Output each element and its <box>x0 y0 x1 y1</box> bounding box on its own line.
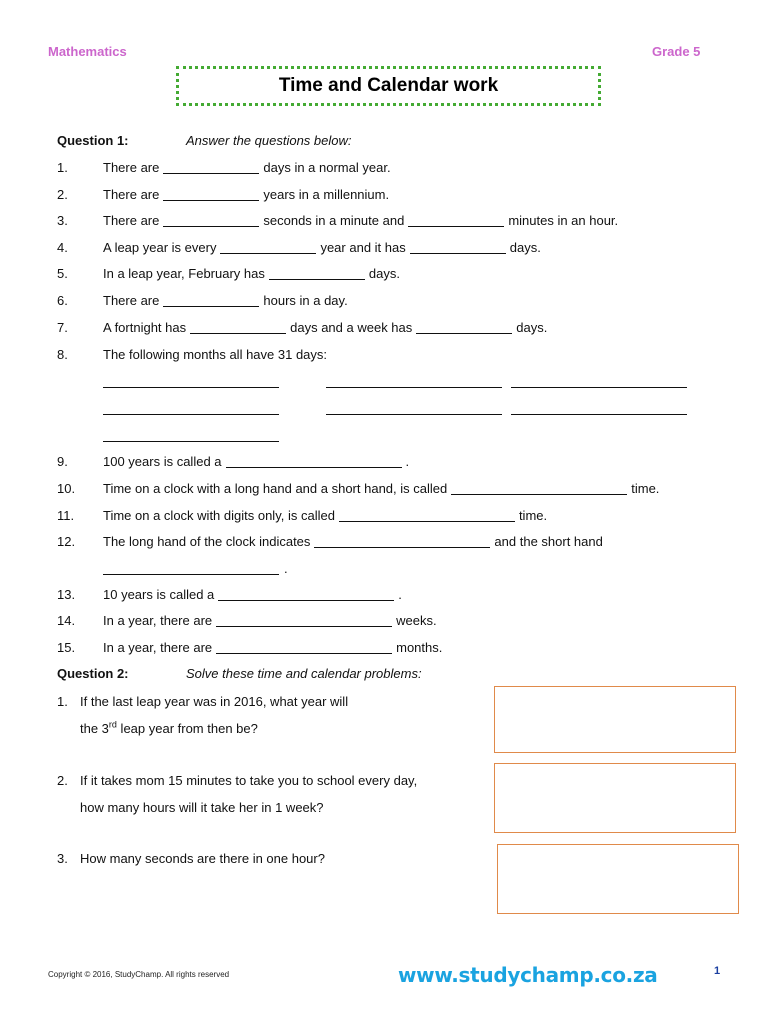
question-text: year and it has <box>320 240 406 255</box>
answer-blank[interactable] <box>103 574 279 575</box>
answer-blank[interactable] <box>226 467 402 468</box>
question-number: 1. <box>57 160 68 175</box>
website-link[interactable]: www.studychamp.co.za <box>398 963 658 987</box>
answer-blank[interactable] <box>416 333 512 334</box>
answer-blank[interactable] <box>220 253 316 254</box>
question-number: 15. <box>57 640 76 655</box>
answer-blank[interactable] <box>163 200 259 201</box>
question-text: weeks. <box>396 613 437 628</box>
problem-text: How many seconds are there in one hour? <box>80 851 325 866</box>
subject-label: Mathematics <box>48 44 127 59</box>
problem-number: 2. <box>57 773 68 788</box>
question-text: time. <box>518 508 548 523</box>
worksheet-title: Time and Calendar work <box>278 75 499 96</box>
question-text: seconds in a minute and <box>263 213 405 228</box>
question-number: 3. <box>57 213 68 228</box>
page-number: 1 <box>714 965 721 977</box>
question-text: The following months all have 31 days: <box>103 347 328 362</box>
answer-blank[interactable] <box>410 253 506 254</box>
question-number: 5. <box>57 266 68 281</box>
problem-number: 3. <box>57 851 68 866</box>
grade-label: Grade 5 <box>652 44 701 59</box>
question-text: hours in a day. <box>263 293 348 308</box>
question-text: . <box>284 561 288 576</box>
question-number: 8. <box>57 347 68 362</box>
month-blank[interactable] <box>103 441 279 442</box>
question-text: There are <box>103 160 160 175</box>
question-number: 2. <box>57 187 68 202</box>
month-blank[interactable] <box>511 387 687 388</box>
answer-blank[interactable] <box>408 226 504 227</box>
question-text: days. <box>509 240 541 255</box>
problem-text-line2: how many hours will it take her in 1 week? <box>80 800 324 815</box>
question-text: . <box>398 587 402 602</box>
answer-box[interactable] <box>494 686 736 753</box>
month-blank[interactable] <box>103 387 279 388</box>
question-text: In a year, there are <box>103 640 213 655</box>
problem-text-line2: the 3rd leap year from then be? <box>80 719 258 736</box>
question-number: 7. <box>57 320 68 335</box>
question-2-instruction: Solve these time and calendar problems: <box>186 666 422 681</box>
question-text: In a year, there are <box>103 613 213 628</box>
question-text: A fortnight has <box>103 320 187 335</box>
question-text: There are <box>103 187 160 202</box>
problem-number: 1. <box>57 694 68 709</box>
question-text: There are <box>103 293 160 308</box>
question-number: 14. <box>57 613 76 628</box>
question-number: 12. <box>57 534 76 549</box>
question-text: 10 years is called a <box>103 587 215 602</box>
answer-box[interactable] <box>497 844 739 914</box>
question-text: months. <box>396 640 443 655</box>
answer-blank[interactable] <box>216 626 392 627</box>
month-blank[interactable] <box>326 387 502 388</box>
question-text: time. <box>631 481 660 496</box>
question-text: Time on a clock with digits only, is called <box>103 508 335 523</box>
answer-blank[interactable] <box>451 494 627 495</box>
question-number: 13. <box>57 587 76 602</box>
month-blank[interactable] <box>103 414 279 415</box>
question-text: and the short hand <box>494 534 603 549</box>
question-text: A leap year is every <box>103 240 217 255</box>
question-text: years in a millennium. <box>263 187 390 202</box>
answer-blank[interactable] <box>314 547 490 548</box>
question-1-instruction: Answer the questions below: <box>186 133 352 148</box>
answer-blank[interactable] <box>216 653 392 654</box>
question-text: minutes in an hour. <box>508 213 619 228</box>
month-blank[interactable] <box>326 414 502 415</box>
question-text: days. <box>368 266 400 281</box>
question-text: In a leap year, February has <box>103 266 265 281</box>
question-text: . <box>405 454 410 469</box>
problem-text: If the last leap year was in 2016, what year will <box>80 694 349 709</box>
question-text: days in a normal year. <box>263 160 391 175</box>
problem-text: If it takes mom 15 minutes to take you to school every day, <box>80 773 418 788</box>
question-text: 100 years is called a <box>103 454 222 469</box>
question-text: days and a week has <box>290 320 413 335</box>
question-number: 6. <box>57 293 68 308</box>
copyright-text: Copyright © 2016, StudyChamp. All rights reserved <box>48 970 230 979</box>
answer-blank[interactable] <box>190 333 286 334</box>
answer-blank[interactable] <box>163 306 259 307</box>
question-number: 4. <box>57 240 68 255</box>
answer-blank[interactable] <box>218 600 394 601</box>
question-1-label: Question 1: <box>57 133 129 148</box>
question-2-label: Question 2: <box>57 666 129 681</box>
question-number: 9. <box>57 454 68 469</box>
answer-box[interactable] <box>494 763 736 833</box>
answer-blank[interactable] <box>163 173 259 174</box>
question-text: There are <box>103 213 160 228</box>
question-number: 10. <box>57 481 76 496</box>
question-number: 11. <box>57 508 75 523</box>
answer-blank[interactable] <box>163 226 259 227</box>
month-blank[interactable] <box>511 414 687 415</box>
answer-blank[interactable] <box>339 521 515 522</box>
question-text: Time on a clock with a long hand and a short hand, is called <box>103 481 448 496</box>
question-text: The long hand of the clock indicates <box>103 534 311 549</box>
question-text: days. <box>516 320 548 335</box>
answer-blank[interactable] <box>269 279 365 280</box>
